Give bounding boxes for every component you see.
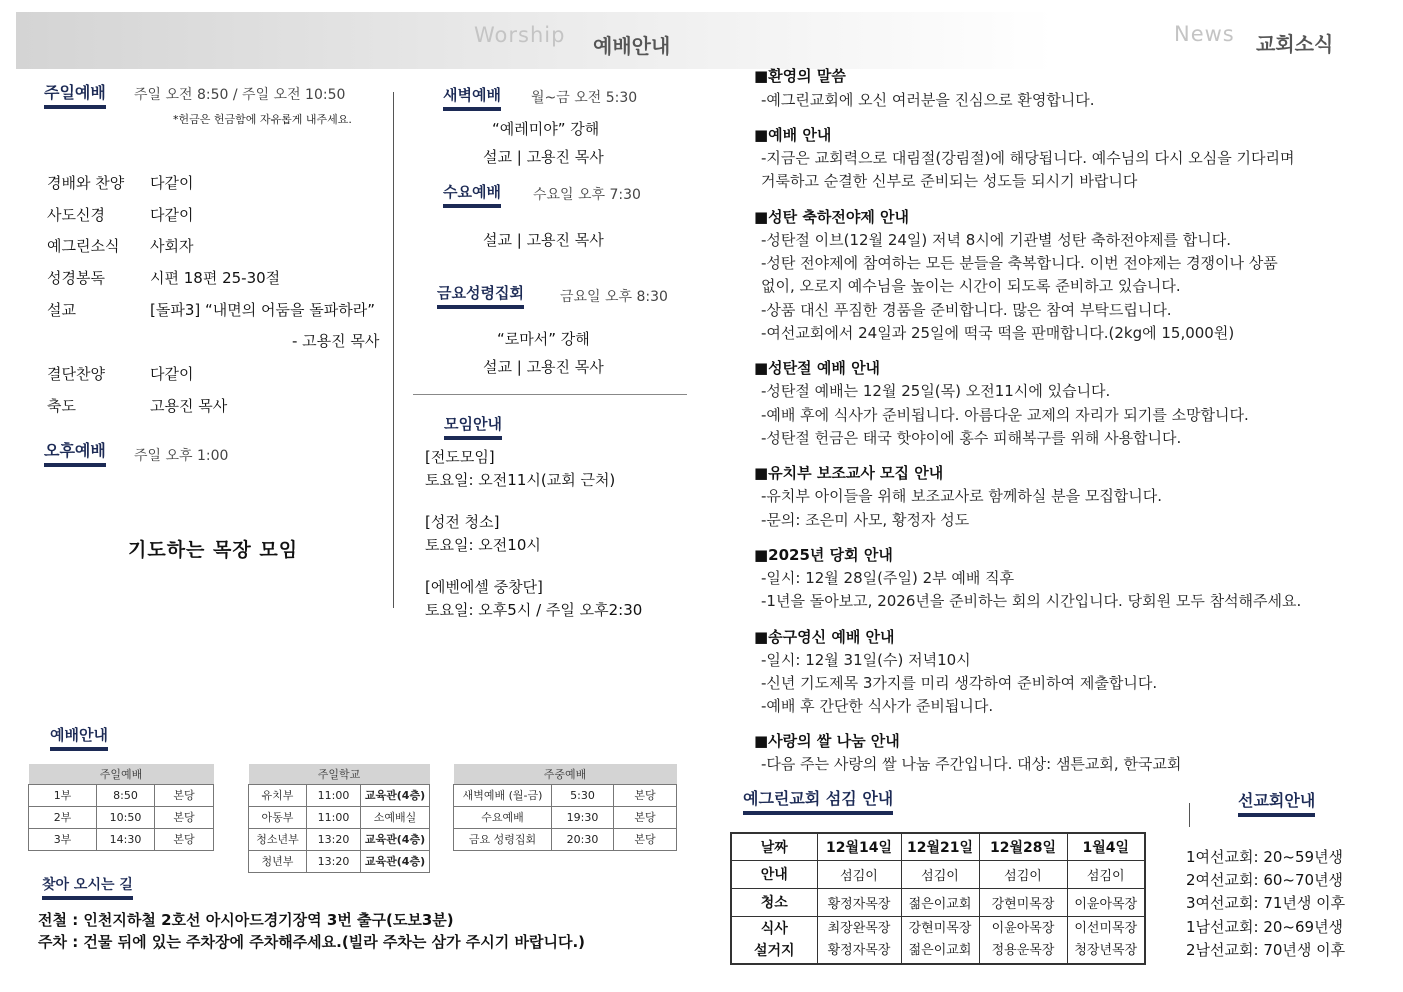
news-line: -예배 후 간단한 식사가 준비됩니다. (761, 697, 994, 715)
news-line: -지금은 교회력으로 대림절(강림절)에 해당됩니다. 예수님의 다시 오심을 기다리며 (761, 149, 1295, 167)
dawn-preacher: 설교 | 고용진 목사 (483, 148, 604, 166)
news-title: ■유치부 보조교사 모집 안내 (754, 464, 944, 482)
news-line: -일시: 12월 31일(수) 저녁10시 (761, 651, 971, 669)
meeting-name: [전도모임] (425, 448, 495, 466)
section-divider (413, 394, 687, 395)
table-row: 새벽예배 (월-금) 5:30 본당 (454, 784, 677, 806)
worship-ko-title: 예배안내 (593, 34, 671, 58)
table-header-row: 날짜 12월14일 12월21일 12월28일 1월4일 (731, 833, 1145, 860)
table-row: 청소년부 13:20 교육관(4층) (249, 828, 430, 850)
wednesday-preacher: 설교 | 고용진 목사 (483, 231, 604, 249)
mission-title: 선교회안내 (1238, 788, 1315, 811)
friday-preacher: 설교 | 고용진 목사 (483, 358, 604, 376)
mission-divider (1189, 803, 1190, 827)
table-row: 수요예배 19:30 본당 (454, 806, 677, 828)
dawn-series: “예레미야” 강해 (492, 120, 600, 138)
table-header: 주일예배 (29, 764, 214, 784)
news-line: -성탄절 예배는 12월 25일(목) 오전11시에 있습니다. (761, 382, 1111, 400)
weekday-schedule-table (453, 764, 677, 851)
mission-item: 1여선교회: 20~59년생 (1186, 848, 1344, 866)
serving-title: 예그린교회 섬김 안내 (743, 786, 893, 809)
news-line: -유치부 아이들을 위해 보조교사로 함께하실 분을 모집합니다. (761, 487, 1163, 505)
directions-title: 찾아 오시는 길 (42, 874, 133, 894)
friday-title: 금요성령집회 (437, 284, 524, 302)
table-row: 식사 설거지 최장완목장 황정자목장 강현미목장 젊은이교회 이윤아목장 정용운목장 이선미목장 청장년목장 (731, 916, 1145, 964)
sunday-title: 주일예배 (44, 80, 106, 103)
news-line: -일시: 12월 28일(주일) 2부 예배 직후 (761, 569, 1015, 587)
sunday-times: 주일 오전 8:50 / 주일 오전 10:50 (134, 87, 346, 103)
directions-subway: 전철 : 인천지하철 2호선 아시아드경기장역 3번 출구(도보3분) (38, 911, 454, 929)
order-row: 축도 고용진 목사 (47, 397, 228, 415)
news-line: -성탄 전야제에 참여하는 모든 분들을 축복합니다. 이번 전야제는 경쟁이나 상품 (761, 254, 1278, 272)
afternoon-time: 주일 오후 1:00 (134, 448, 229, 464)
news-title: ■성탄 축하전야제 안내 (754, 208, 910, 226)
news-title: ■사랑의 쌀 나눔 안내 (754, 732, 900, 750)
news-title: ■송구영신 예배 안내 (754, 628, 895, 646)
meeting-name: [에벤에셀 중창단] (425, 578, 543, 596)
table-header: 주중예배 (454, 764, 677, 784)
preacher: - 고용진 목사 (292, 332, 380, 350)
news-title: ■2025년 당회 안내 (754, 546, 893, 564)
table-row: 유치부 11:00 교육관(4층) (249, 784, 430, 806)
table-row: 아동부 11:00 소예배실 (249, 806, 430, 828)
mission-item: 3여선교회: 71년생 이후 (1186, 894, 1346, 912)
mission-item: 2여선교회: 60~70년생 (1186, 871, 1344, 889)
news-line: -상품 대신 푸짐한 경품을 준비합니다. 많은 참여 부탁드립니다. (761, 301, 1172, 319)
meeting-time: 토요일: 오전11시(교회 근처) (425, 471, 616, 489)
order-row: 경배와 찬양 다같이 (47, 174, 194, 192)
news-line: -신년 기도제목 3가지를 미리 생각하여 준비하여 제출합니다. (761, 674, 1158, 692)
order-row: 결단찬양 다같이 (47, 365, 194, 383)
mission-item: 1남선교회: 20~69년생 (1186, 918, 1344, 936)
meeting-time: 토요일: 오후5시 / 주일 오후2:30 (425, 601, 643, 619)
school-schedule-table (248, 764, 430, 873)
wednesday-time: 수요일 오후 7:30 (533, 187, 641, 203)
table-row: 1부 8:50 본당 (29, 784, 214, 806)
table-row: 금요 성령집회 20:30 본당 (454, 828, 677, 850)
order-row: 사도신경 다같이 (47, 206, 194, 224)
table-row: 2부 10:50 본당 (29, 806, 214, 828)
serving-table (730, 832, 1146, 965)
news-line: -예그린교회에 오신 여러분을 진심으로 환영합니다. (761, 91, 1095, 109)
order-row: 성경봉독 시편 18편 25-30절 (47, 269, 281, 287)
order-row: 설교 [돌파3] “내면의 어둠을 돌파하라” (47, 301, 375, 319)
table-header: 주일학교 (249, 764, 430, 784)
table-row: 청소 황정자목장 젊은이교회 강현미목장 이윤아목장 (731, 888, 1145, 916)
news-title: ■예배 안내 (754, 126, 832, 144)
directions-parking: 주차 : 건물 뒤에 있는 주차장에 주차해주세요.(빌라 주차는 삼가 주시기 바랍니다.) (38, 933, 586, 951)
table-row: 안내 섬김이 섬김이 섬김이 섬김이 (731, 860, 1145, 888)
news-ko-title: 교회소식 (1256, 32, 1334, 56)
order-row: 예그린소식 사회자 (47, 237, 194, 255)
news-line: -여선교회에서 24일과 25일에 떡국 떡을 판매합니다.(2kg에 15,000원) (761, 324, 1235, 342)
table-row: 청년부 13:20 교육관(4층) (249, 850, 430, 872)
afternoon-activity: 기도하는 목장 모임 (128, 539, 299, 561)
news-en-title: News (1174, 22, 1235, 46)
afternoon-title: 오후예배 (44, 438, 106, 461)
news-line: -성탄절 헌금은 태국 핫야이에 홍수 피해복구를 위해 사용합니다. (761, 429, 1182, 447)
dawn-title: 새벽예배 (443, 86, 501, 104)
news-line: -성탄절 이브(12월 24일) 저녁 8시에 기관별 성탄 축하전야제를 합니다. (761, 231, 1231, 249)
dawn-time: 월~금 오전 5:30 (531, 90, 638, 106)
column-divider (393, 92, 394, 608)
mission-item: 2남선교회: 70년생 이후 (1186, 941, 1346, 959)
friday-time: 금요일 오후 8:30 (560, 289, 668, 305)
table-row: 3부 14:30 본당 (29, 828, 214, 850)
meeting-time: 토요일: 오전10시 (425, 536, 541, 554)
news-line: 거룩하고 순결한 신부로 준비되는 성도들 되시기 바랍니다 (761, 172, 1138, 190)
sunday-schedule-table (28, 764, 214, 851)
meetings-title: 모임안내 (444, 415, 502, 433)
news-title: ■성탄절 예배 안내 (754, 359, 881, 377)
news-line: -1년을 돌아보고, 2026년을 준비하는 회의 시간입니다. 당회원 모두 참석해주세요. (761, 592, 1302, 610)
worship-en-title: Worship (474, 23, 566, 47)
news-title: ■환영의 말씀 (754, 67, 846, 85)
news-line: 없이, 오로지 예수님을 높이는 시간이 되도록 준비하고 있습니다. (761, 277, 1181, 295)
schedule-title: 예배안내 (50, 726, 108, 744)
wednesday-title: 수요예배 (443, 183, 501, 201)
news-line: -문의: 조은미 사모, 황정자 성도 (761, 511, 970, 529)
news-line: -다음 주는 사랑의 쌀 나눔 주간입니다. 대상: 샘튼교회, 한국교회 (761, 755, 1182, 773)
friday-series: “로마서” 강해 (497, 330, 590, 348)
offering-note: *헌금은 헌금함에 자유롭게 내주세요. (173, 113, 352, 126)
news-line: -예배 후에 식사가 준비됩니다. 아름다운 교제의 자리가 되기를 소망합니다. (761, 406, 1249, 424)
meeting-name: [성전 청소] (425, 513, 500, 531)
